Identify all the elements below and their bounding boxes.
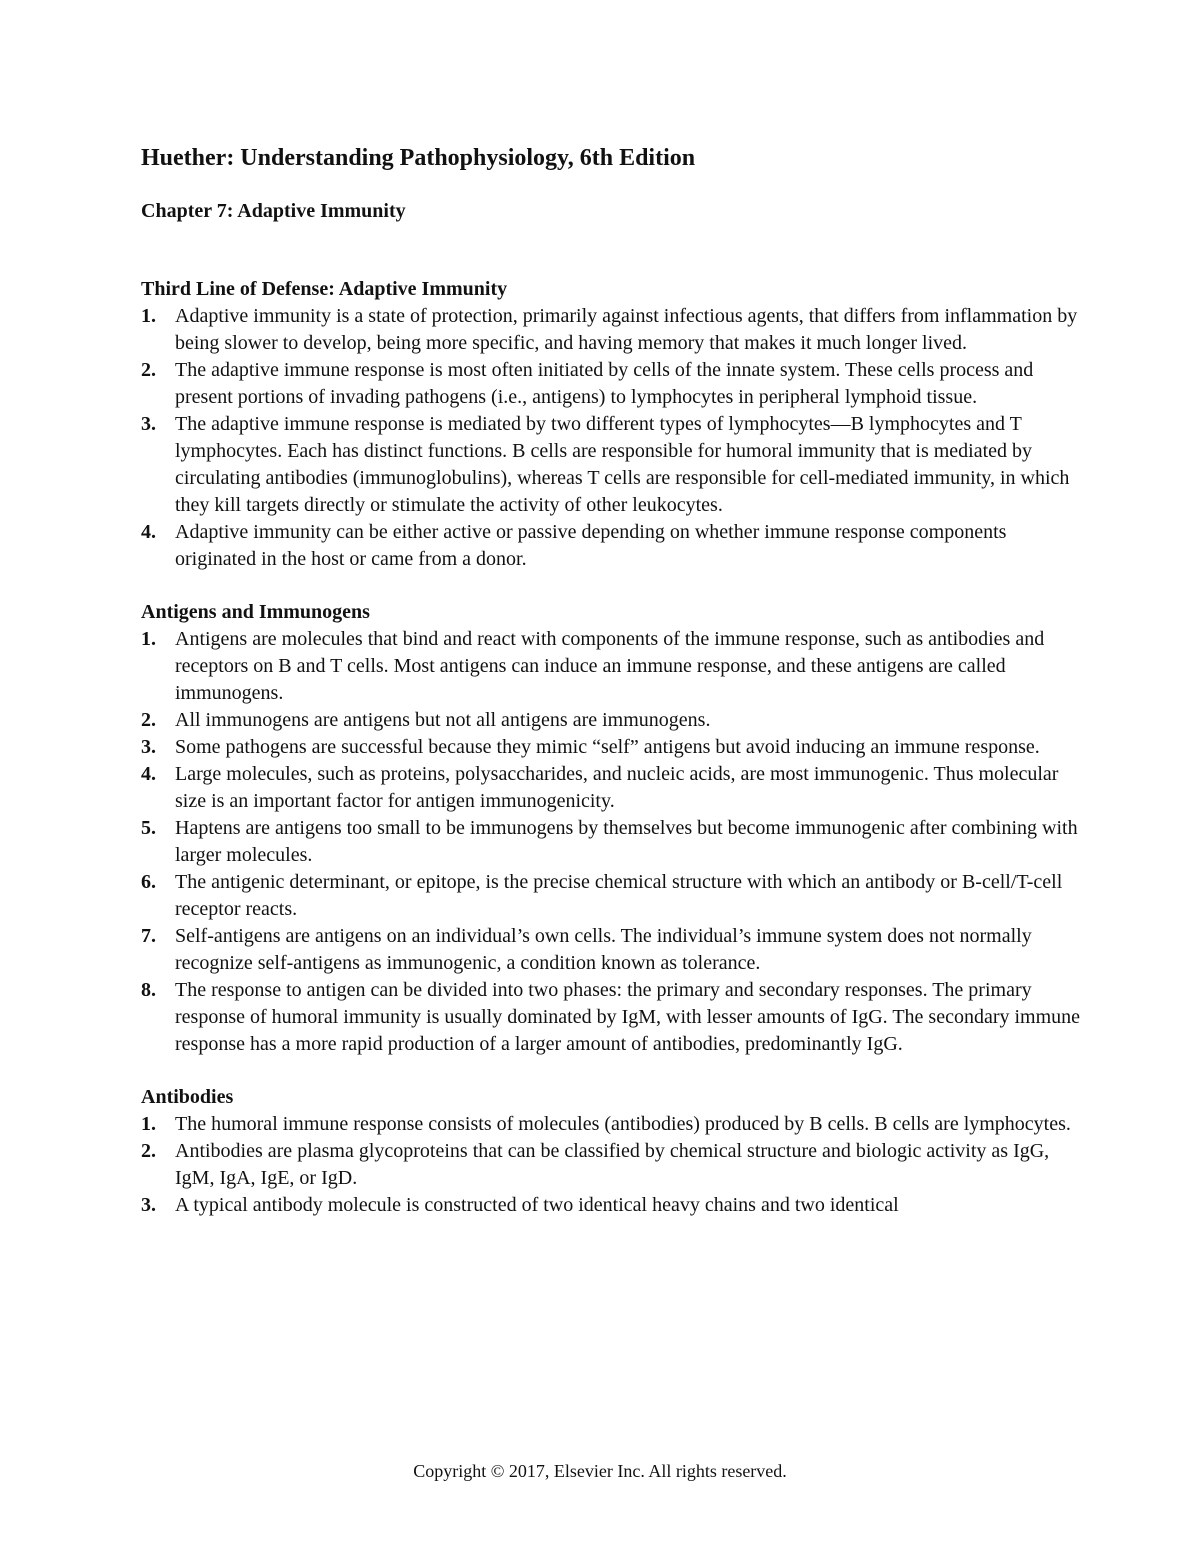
- item-text: Some pathogens are successful because they mimic “self” antigens but avoid inducing an immune response.: [175, 736, 1040, 758]
- item-number: 5.: [141, 817, 156, 839]
- item-text: The antigenic determinant, or epitope, is the precise chemical structure with which an antibody or B-cell/T-cell receptor reacts.: [175, 871, 1063, 920]
- list-item: [141, 303, 1081, 357]
- section-heading: Antibodies: [141, 1086, 234, 1108]
- item-text: Antigens are molecules that bind and react with components of the immune response, such as antibodies and receptors on B and T cells. Most antigens can induce an immune response, and these antigens are called immunogens.: [175, 628, 1045, 704]
- document-title: Huether: Understanding Pathophysiology, 6th Edition: [141, 145, 696, 171]
- list-item: [141, 1111, 1081, 1138]
- chapter-title: Chapter 7: Adaptive Immunity: [141, 200, 406, 222]
- item-number: 1.: [141, 628, 156, 650]
- section-heading: Third Line of Defense: Adaptive Immunity: [141, 278, 508, 300]
- item-number: 4.: [141, 521, 156, 543]
- item-number: 1.: [141, 305, 156, 327]
- section-antigens-immunogens: [141, 599, 1081, 1058]
- item-text: Large molecules, such as proteins, polysaccharides, and nucleic acids, are most immunogenic. Thus molecular size is an important factor for antigen immunogenicity.: [175, 763, 1059, 812]
- item-text: Self-antigens are antigens on an individual’s own cells. The individual’s immune system does not normally recognize self-antigens as immunogenic, a condition known as tolerance.: [175, 925, 1032, 974]
- list-item: [141, 977, 1081, 1058]
- item-number: 3.: [141, 413, 156, 435]
- item-number: 6.: [141, 871, 156, 893]
- item-number: 4.: [141, 763, 156, 785]
- item-number: 3.: [141, 736, 156, 758]
- item-text: Haptens are antigens too small to be immunogens by themselves but become immunogenic after combining with larger molecules.: [175, 817, 1078, 866]
- list-item: [141, 1138, 1081, 1192]
- section-adaptive-immunity: [141, 276, 1081, 573]
- item-text: Adaptive immunity can be either active or passive depending on whether immune response components originated in the host or came from a donor.: [175, 521, 1007, 570]
- item-text: The adaptive immune response is most often initiated by cells of the innate system. These cells process and present portions of invading pathogens (i.e., antigens) to lymphocytes in peripheral lymphoid tissue.: [175, 359, 1034, 408]
- item-number: 2.: [141, 709, 156, 731]
- item-text: The response to antigen can be divided into two phases: the primary and secondary responses. The primary response of humoral immunity is usually dominated by IgM, with lesser amounts of IgG. The secondary immune response has a more rapid production of a larger amount of antibodies, predominantly IgG.: [175, 979, 1081, 1055]
- list-item: [141, 707, 1081, 734]
- item-text: Antibodies are plasma glycoproteins that can be classified by chemical structure and biologic activity as IgG, IgM, IgA, IgE, or IgD.: [175, 1140, 1050, 1189]
- list-item: [141, 869, 1081, 923]
- copyright-footer: Copyright © 2017, Elsevier Inc. All rights reserved.: [413, 1461, 787, 1481]
- item-number: 3.: [141, 1194, 156, 1216]
- list-item: [141, 1192, 1081, 1219]
- item-text: The adaptive immune response is mediated by two different types of lymphocytes—B lymphocytes and T lymphocytes. Each has distinct functions. B cells are responsible for humoral immunity that is mediated by circulating antibodies (immunoglobulins), whereas T cells are responsible for cell-mediated immunity, in which they kill targets directly or stimulate the activity of other leukocytes.: [175, 413, 1070, 516]
- item-number: 7.: [141, 925, 156, 947]
- list-item: [141, 734, 1081, 761]
- numbered-list: [141, 303, 1081, 573]
- list-item: [141, 761, 1081, 815]
- numbered-list: [141, 1111, 1081, 1219]
- document-page: [141, 140, 1081, 1219]
- item-text: The humoral immune response consists of molecules (antibodies) produced by B cells. B cells are lymphocytes.: [175, 1113, 1071, 1135]
- list-item: [141, 626, 1081, 707]
- item-number: 2.: [141, 359, 156, 381]
- list-item: [141, 923, 1081, 977]
- list-item: [141, 357, 1081, 411]
- numbered-list: [141, 626, 1081, 1058]
- item-text: A typical antibody molecule is constructed of two identical heavy chains and two identical: [175, 1194, 899, 1216]
- item-number: 1.: [141, 1113, 156, 1135]
- section-heading: Antigens and Immunogens: [141, 601, 370, 623]
- item-text: Adaptive immunity is a state of protection, primarily against infectious agents, that differs from inflammation by being slower to develop, being more specific, and having memory that makes it much longer lived.: [175, 305, 1078, 354]
- list-item: [141, 411, 1081, 519]
- section-antibodies: [141, 1084, 1081, 1219]
- list-item: [141, 815, 1081, 869]
- item-text: All immunogens are antigens but not all antigens are immunogens.: [175, 709, 711, 731]
- item-number: 8.: [141, 979, 156, 1001]
- item-number: 2.: [141, 1140, 156, 1162]
- list-item: [141, 519, 1081, 573]
